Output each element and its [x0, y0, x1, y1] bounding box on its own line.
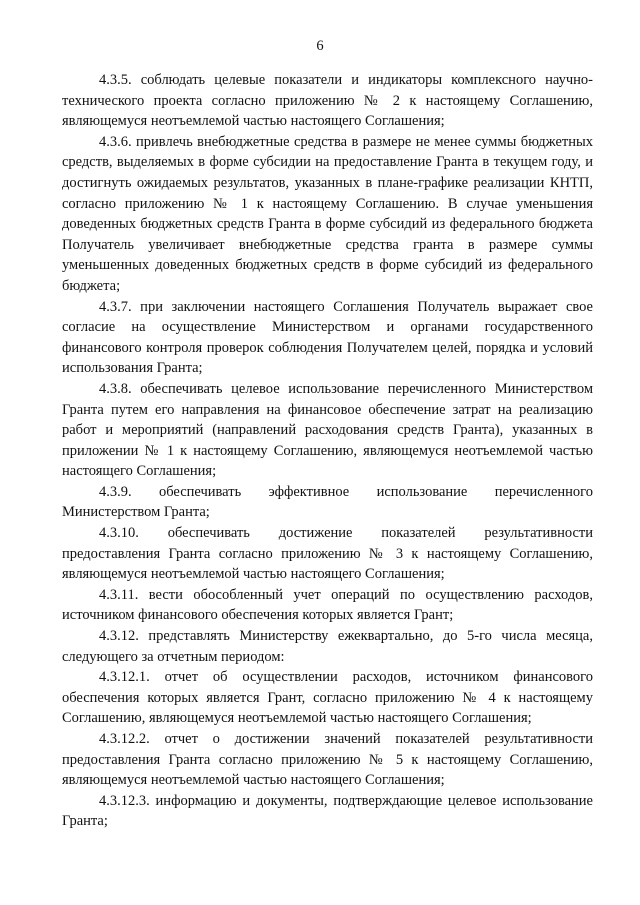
- paragraph-4-3-12: 4.3.12. представлять Министерству ежеквартально, до 5-го числа месяца, следующего за отчетным периодом:: [62, 628, 593, 665]
- paragraph-4-3-12-2: 4.3.12.2. отчет о достижении значений показателей результативности предоставления Гранта согласно приложению № 5 к настоящему Соглашению, являющемуся неотъемлемой частью настоящего Соглашения;: [62, 731, 593, 789]
- paragraph-4-3-6: 4.3.6. привлечь внебюджетные средства в размере не менее суммы бюджетных средств, выделяемых в форме субсидии на предоставление Гранта в текущем году, и достигнуть ожидаемых результатов, указанных в плане-графике реализации КНТП, согласно приложению № 1 к настоящему Соглашению. В случае уменьшения доведенных бюджетных средств Гранта в форме субсидий из федерального бюджета Получатель увеличивает внебюджетные средства гранта в размере суммы уменьшенных доведенных бюджетных средств в форме субсидий из федерального бюджета;: [62, 133, 593, 294]
- paragraph-4-3-12-1: 4.3.12.1. отчет об осуществлении расходов, источником финансового обеспечения которых является Грант, согласно приложению № 4 к настоящему Соглашению, являющемуся неотъемлемой частью настоящего Соглашения;: [62, 669, 593, 727]
- paragraph-4-3-11: 4.3.11. вести обособленный учет операций по осуществлению расходов, источником финансового обеспечения которых является Грант;: [62, 586, 593, 624]
- paragraph-4-3-12-3: 4.3.12.3. информацию и документы, подтверждающие целевое использование Гранта;: [62, 792, 593, 830]
- page-number: 6: [316, 38, 324, 54]
- document-body: [62, 70, 593, 832]
- paragraph-4-3-9: 4.3.9. обеспечивать эффективное использование перечисленного Министерством Гранта;: [62, 483, 593, 521]
- paragraph-4-3-8: 4.3.8. обеспечивать целевое использование перечисленного Министерством Гранта путем его направления на финансовое обеспечение затрат на реализацию работ и мероприятий (направлений расходования средств Гранта), указанных в приложении № 1 к настоящему Соглашению, являющемуся неотъемлемой частью настоящего Соглашения;: [62, 380, 593, 480]
- paragraph-4-3-5: 4.3.5. соблюдать целевые показатели и индикаторы комплексного научно-технического проекта согласно приложению № 2 к настоящему Соглашению, являющемуся неотъемлемой частью настоящего Соглашения;: [62, 72, 593, 130]
- paragraph-4-3-10: 4.3.10. обеспечивать достижение показателей результативности предоставления Гранта согласно приложению № 3 к настоящему Соглашению, являющемуся неотъемлемой частью настоящего Соглашения;: [62, 525, 593, 583]
- paragraph-4-3-7: 4.3.7. при заключении настоящего Соглашения Получатель выражает свое согласие на осуществление Министерством и органами государственного финансового контроля проверок соблюдения Получателем целей, порядка и условий использования Гранта;: [62, 298, 593, 377]
